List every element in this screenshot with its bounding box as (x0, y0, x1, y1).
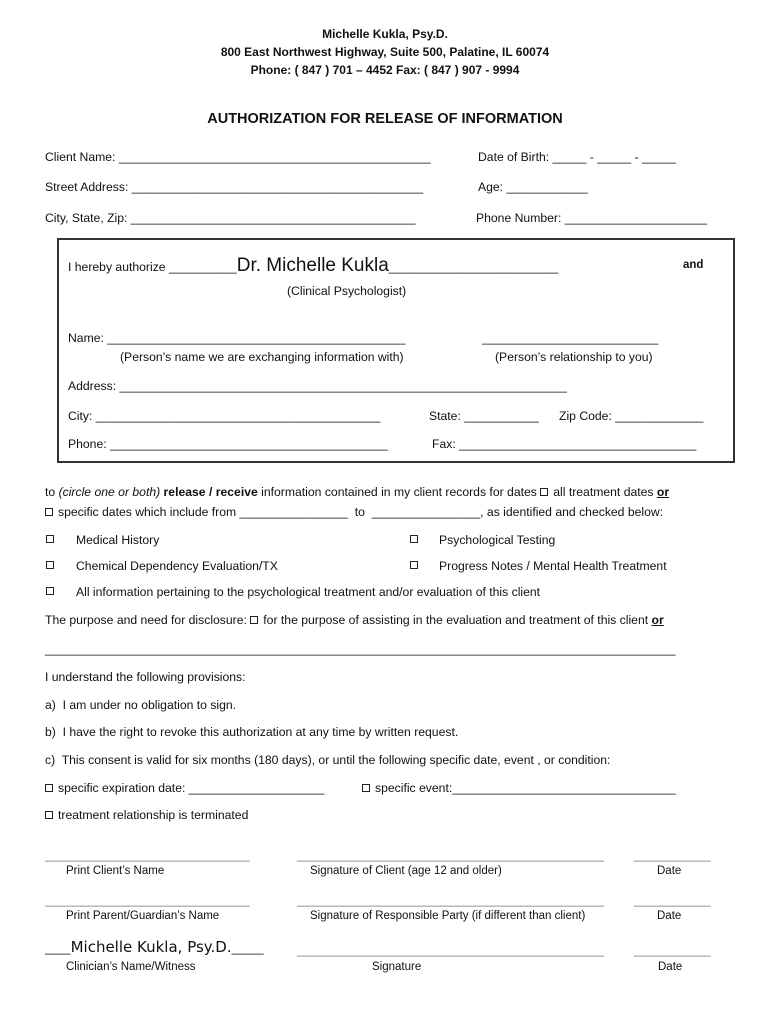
all-information-label: All information pertaining to the psychological treatment and/or evaluation of this client (76, 585, 541, 599)
city-state-zip-field[interactable]: City, State, Zip: __________________________________________ (45, 211, 416, 225)
progress-notes-checkbox[interactable] (410, 561, 418, 569)
all-dates-label: all treatment dates (553, 485, 657, 499)
circle-instruction: (circle one or both) (58, 485, 161, 499)
clinician-name-line[interactable] (45, 938, 264, 957)
age-field[interactable]: Age: ____________ (478, 180, 588, 194)
recipient-city-field[interactable]: City: __________________________________________ (68, 409, 381, 423)
clinician-signature-line[interactable]: ________________________________________________ (297, 945, 604, 957)
all-dates-checkbox[interactable] (540, 488, 548, 496)
specific-dates-checkbox[interactable] (45, 508, 53, 516)
event-line (362, 781, 676, 795)
clinician-pre-line: ____ (45, 943, 71, 955)
print-parent-name-label: Print Parent/Guardian’s Name (66, 910, 220, 922)
terminated-label: treatment relationship is terminated (58, 808, 249, 822)
print-client-name-line[interactable]: ________________________________ (45, 850, 250, 862)
recipient-address-field[interactable]: Address: __________________________________________________________________ (68, 379, 567, 393)
client-date-line[interactable]: ____________ (634, 850, 711, 862)
expiration-checkbox[interactable] (45, 784, 53, 792)
clinician-post-line: _____ (231, 943, 264, 955)
purpose-label: The purpose and need for disclosure: (45, 613, 251, 627)
and-label: and (683, 259, 704, 271)
specific-event-field[interactable]: specific event:_________________________________ (375, 781, 676, 795)
client-date-label: Date (657, 865, 682, 877)
authorize-suffix: _________________________ (388, 260, 559, 274)
recipient-state-field[interactable]: State: ___________ (429, 409, 539, 423)
provision-b: b) I have the right to revoke this authorization at any time by written request. (45, 725, 459, 739)
expiration-line (45, 781, 324, 795)
dob-field[interactable]: Date of Birth: _____ - _____ - _____ (478, 150, 676, 164)
purpose-line (45, 613, 664, 627)
print-parent-name-line[interactable]: ________________________________ (45, 895, 250, 907)
expiration-date-field[interactable]: specific expiration date: ____________________ (58, 781, 325, 795)
relationship-caption: (Person’s relationship to you) (495, 350, 653, 364)
print-client-name-label: Print Client’s Name (66, 865, 165, 877)
release-receive-line (45, 485, 669, 499)
persons-name-caption: (Person’s name we are exchanging information with) (120, 350, 404, 364)
recipient-name-field[interactable]: Name: ____________________________________________ (68, 331, 406, 345)
release-middle-text: information contained in my client records for dates (257, 485, 541, 499)
chemical-dependency-checkbox[interactable] (46, 561, 54, 569)
practitioner-phone-fax: Phone: ( 847 ) 701 – 4452 Fax: ( 847 ) 907 - 9994 (250, 63, 520, 77)
progress-notes-label: Progress Notes / Mental Health Treatment (439, 559, 667, 573)
authorize-prefix: I hereby authorize __________ (68, 260, 237, 274)
release-receive-option[interactable]: release / receive (160, 485, 258, 499)
provision-c: c) This consent is valid for six months (180 days), or until the following specific date, event , or condition: (45, 753, 611, 767)
or-label: or (656, 485, 670, 499)
recipient-zip-field[interactable]: Zip Code: _____________ (559, 409, 704, 423)
event-checkbox[interactable] (362, 784, 370, 792)
clinician-name: Michelle Kukla, Psy.D. (70, 938, 232, 956)
recipient-fax-field[interactable]: Fax: ___________________________________ (432, 437, 697, 451)
specific-dates-line (45, 505, 663, 519)
form-title: AUTHORIZATION FOR RELEASE OF INFORMATION (207, 111, 563, 127)
client-signature-label: Signature of Client (age 12 and older) (310, 865, 502, 877)
client-name-field[interactable]: Client Name: ______________________________________________ (45, 150, 431, 164)
authorize-line[interactable] (68, 255, 558, 277)
terminated-checkbox[interactable] (45, 811, 53, 819)
all-information-checkbox[interactable] (46, 587, 54, 595)
responsible-date-line[interactable]: ____________ (634, 895, 711, 907)
clinician-date-line[interactable]: ____________ (634, 945, 711, 957)
provisions-intro: I understand the following provisions: (45, 670, 246, 684)
phone-number-field[interactable]: Phone Number: _____________________ (476, 211, 708, 225)
responsible-signature-label: Signature of Responsible Party (if different than client) (310, 910, 586, 922)
psych-testing-checkbox[interactable] (410, 535, 418, 543)
responsible-signature-line[interactable]: ________________________________________________ (297, 895, 604, 907)
specific-dates-label: specific dates which include from ________________ to ________________, as identified and checked below: (58, 505, 664, 519)
terminated-line (45, 808, 248, 822)
release-prefix: to (45, 485, 59, 499)
recipient-phone-field[interactable]: Phone: _________________________________________ (68, 437, 388, 451)
responsible-date-label: Date (657, 910, 682, 922)
purpose-option-label: for the purpose of assisting in the evaluation and treatment of this client (263, 613, 652, 627)
purpose-checkbox[interactable] (250, 616, 258, 624)
practitioner-name: Michelle Kukla, Psy.D. (322, 27, 448, 41)
clinical-psychologist-caption: (Clinical Psychologist) (287, 284, 407, 298)
purpose-other-field[interactable]: _____________________________________________________________________________________________ (45, 642, 676, 656)
practitioner-address: 800 East Northwest Highway, Suite 500, Palatine, IL 60074 (220, 45, 550, 59)
street-address-field[interactable]: Street Address: ___________________________________________ (45, 180, 424, 194)
clinician-name-label: Clinician’s Name/Witness (66, 961, 196, 973)
purpose-or-label: or (651, 613, 664, 627)
medical-history-label: Medical History (76, 533, 160, 547)
clinician-date-label: Date (658, 961, 683, 973)
authorized-provider-name: Dr. Michelle Kukla (236, 255, 389, 276)
chemical-dependency-label: Chemical Dependency Evaluation/TX (76, 559, 278, 573)
clinician-signature-label: Signature (372, 961, 422, 973)
psych-testing-label: Psychological Testing (439, 533, 556, 547)
client-signature-line[interactable]: ________________________________________________ (297, 850, 604, 862)
medical-history-checkbox[interactable] (46, 535, 54, 543)
relationship-field[interactable]: __________________________ (482, 331, 659, 345)
provision-a: a) I am under no obligation to sign. (45, 698, 237, 712)
